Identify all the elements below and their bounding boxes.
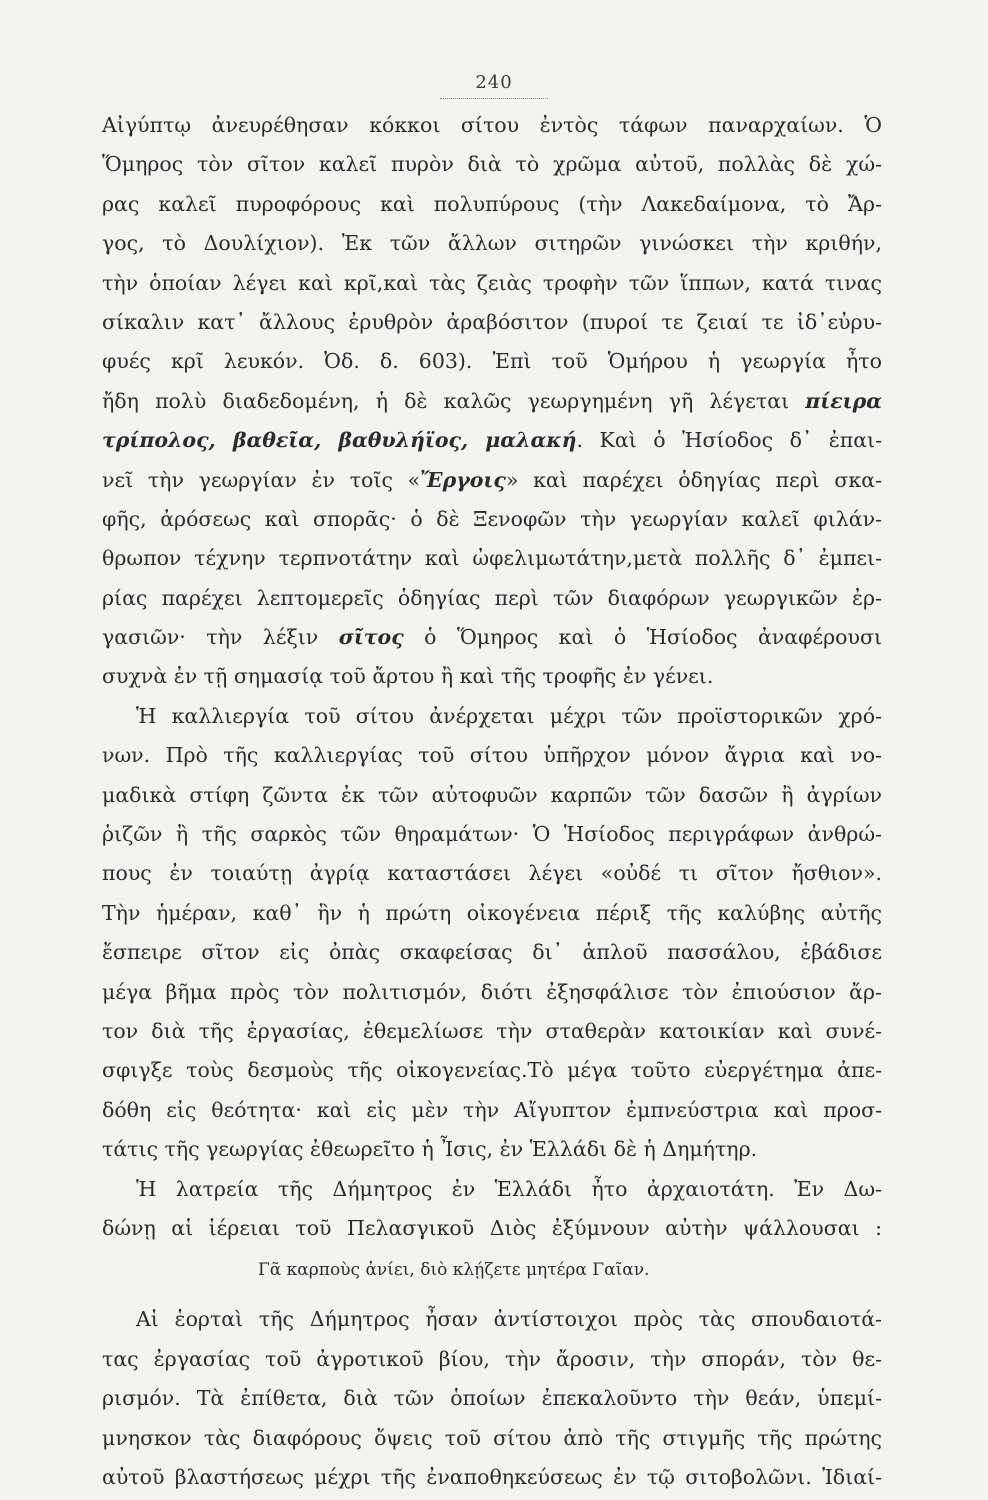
page-number-rule [440, 98, 548, 99]
text-segment: . Καὶ ὁ Ἡσίοδος δ᾽ ἐπαι- [576, 428, 882, 453]
text-line: Ἡ λατρεία τῆς Δήμητρος ἐν Ἑλλάδι ἦτο ἀρχαιοτάτη. Ἐν Δω- [136, 1176, 882, 1201]
text-line: Ὅμηρος τὸν σῖτον καλεῖ πυρὸν διὰ τὸ χρῶμα αὐτοῦ, πολλὰς δὲ χώ- [102, 152, 882, 177]
emphasized-term: πίειρα [805, 388, 882, 413]
text-line: φυές κρῖ λευκόν. Ὀδ. δ. 603). Ἐπὶ τοῦ Ὁμήρου ἡ γεωργία ἦτο [102, 349, 882, 374]
text-line [102, 618, 882, 657]
text-line: ἔσπειρε σῖτον εἰς ὀπὰς σκαφείσας δι᾽ ἁπλοῦ πασσάλου, ἐβάδισε [102, 940, 882, 965]
text-line [102, 461, 882, 500]
text-line: τον διὰ τῆς ἐργασίας, ἐθεμελίωσε τὴν σταθερὰν κατοικίαν καὶ συνέ- [102, 1018, 882, 1043]
text-line: σφιγξε τοὺς δεσμοὺς τῆς οἰκογενείας.Τὸ μέγα τοῦτο εὐεργέτημα ἀπε- [102, 1058, 882, 1083]
text-segment: γασιῶν· τὴν λέξιν [102, 625, 339, 650]
text-line: μνησκον τὰς διαφόρους ὄψεις τοῦ σίτου ἀπὸ τῆς στιγμῆς τῆς πρώτης [102, 1425, 882, 1450]
text-segment: ἤδη πολὺ διαδεδομένη, ἡ δὲ καλῶς γεωργημένη γῆ λέγεται [102, 388, 806, 413]
body-text [102, 106, 882, 1497]
emphasized-term: τρίπολος, βαθεῖα, βαθυλήϊος, μαλακή [102, 428, 577, 453]
emphasized-term: σῖτος [338, 625, 404, 650]
page-number: 240 [475, 72, 513, 93]
text-line: θρωπον τέχνην τερπνοτάτην καὶ ὠφελιμωτάτην,μετὰ πολλῆς δ᾽ ἐμπει- [102, 546, 882, 571]
text-line: μαδικὰ στίφη ζῶντα ἐκ τῶν αὐτοφυῶν καρπῶν τῶν δασῶν ἢ ἀγρίων [102, 782, 882, 807]
text-line: πους ἐν τοιαύτῃ ἀγρίᾳ καταστάσει λέγει «οὐδέ τι σῖτον ἤσθιον». [102, 861, 882, 886]
text-line: ρας καλεῖ πυροφόρους καὶ πολυπύρους (τὴν Λακεδαίμονα, τὸ Ἄρ- [102, 191, 882, 216]
text-line: δόθη εἰς θεότητα· καὶ εἰς μὲν τὴν Αἴγυπτον ἐμπνεύστρια καὶ προσ- [102, 1097, 882, 1122]
text-segment: ὁ Ὅμηρος καὶ ὁ Ἡσίοδος ἀναφέρουσι [403, 625, 882, 650]
text-line: αὐτοῦ βλαστήσεως μέχρι τῆς ἐναποθηκεύσεως ἐν τῷ σιτοβολῶνι. Ἰδιαί- [102, 1464, 882, 1489]
text-line: νων. Πρὸ τῆς καλλιεργίας τοῦ σίτου ὑπῆρχον μόνον ἄγρια καὶ νο- [102, 743, 882, 768]
text-line: μέγα βῆμα πρὸς τὸν πολιτισμόν, διότι ἐξησφάλισε τὸν ἐπιούσιον ἄρ- [102, 979, 882, 1004]
text-line: ρίας παρέχει λεπτομερεῖς ὁδηγίας περὶ τῶν διαφόρων γεωργικῶν ἐρ- [102, 585, 882, 610]
text-line [102, 421, 882, 460]
text-line: Τὴν ἡμέραν, καθ᾽ ἣν ἡ πρώτη οἰκογένεια πέριξ τῆς καλύβης αὐτῆς [102, 900, 882, 925]
text-line: συχνὰ ἐν τῇ σημασίᾳ τοῦ ἄρτου ἢ καὶ τῆς τροφῆς ἐν γένει. [102, 664, 714, 689]
text-line: Ἡ καλλιεργία τοῦ σίτου ἀνέρχεται μέχρι τῶν προϊστορικῶν χρό- [136, 703, 882, 728]
text-line: γος, τὸ Δουλίχιον). Ἐκ τῶν ἄλλων σιτηρῶν γινώσκει τὴν κριθήν, [102, 231, 882, 256]
emphasized-term: Ἔργοις [420, 467, 506, 492]
text-line [102, 382, 882, 421]
text-line: τας ἐργασίας τοῦ ἀγροτικοῦ βίου, τὴν ἄροσιν, τὴν σποράν, τὸν θε- [102, 1346, 882, 1371]
text-line: δώνῃ αἱ ἱέρειαι τοῦ Πελασγικοῦ Διὸς ἐξύμνουν αὐτὴν ψάλλουσαι : [102, 1215, 882, 1240]
text-line: Αἰγύπτῳ ἀνευρέθησαν κόκκοι σίτου ἐντὸς τάφων παναρχαίων. Ὁ [102, 113, 882, 137]
text-segment: νεῖ τὴν γεωργίαν ἐν τοῖς « [102, 467, 421, 492]
text-line: Αἱ ἑορταὶ τῆς Δήμητρος ἦσαν ἀντίστοιχοι πρὸς τὰς σπουδαιοτά- [136, 1307, 882, 1332]
text-line: τὴν ὁποίαν λέγει καὶ κρῖ,καὶ τὰς ζειὰς τροφὴν τῶν ἵππων, κατά τινας [102, 270, 882, 295]
verse-quote: Γᾶ καρποὺς ἀνίει, διὸ κλῄζετε μητέρα Γαῖαν. [258, 1260, 650, 1281]
text-line: σίκαλιν κατ᾽ ἄλλους ἐρυθρὸν ἀραβόσιτον (πυροί τε ζειαί τε ἰδ᾽εὐρυ- [102, 309, 882, 334]
text-segment: » καὶ παρέχει ὁδηγίας περὶ σκα- [505, 467, 882, 492]
text-line: ρισμόν. Τὰ ἐπίθετα, διὰ τῶν ὁποίων ἐπεκαλοῦντο τὴν θεάν, ὑπεμί- [102, 1386, 882, 1411]
text-line: τάτις τῆς γεωργίας ἐθεωρεῖτο ἡ Ἶσις, ἐν Ἑλλάδι δὲ ἡ Δημήτηρ. [102, 1137, 758, 1162]
text-line: φῆς, ἀρόσεως καὶ σπορᾶς· ὁ δὲ Ξενοφῶν τὴν γεωργίαν καλεῖ φιλάν- [102, 506, 882, 531]
text-line: ῥιζῶν ἢ τῆς σαρκὸς τῶν θηραμάτων· Ὁ Ἡσίοδος περιγράφων ἀνθρώ- [102, 822, 882, 847]
